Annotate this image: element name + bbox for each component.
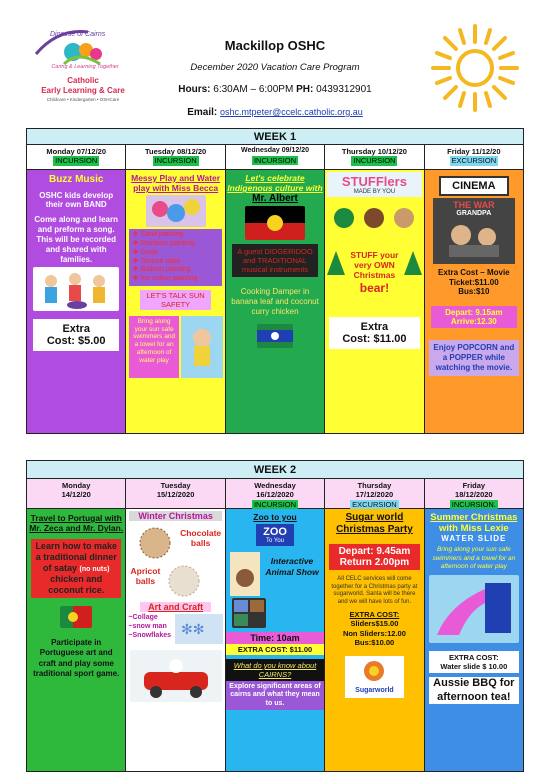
excursion-badge: EXCURSION [352, 499, 397, 509]
summer-xmas-title: Summer Christmas [430, 512, 518, 523]
mon-cost-label: Extra [62, 323, 90, 335]
messy-play-list [129, 229, 221, 286]
water-slide-image [429, 575, 519, 643]
zoo-title: Zoo to you [253, 512, 297, 522]
mon-band-text: OSHC kids develop their own BAND [39, 191, 114, 209]
bbq-note: Aussie BBQ for afternoon tea! [429, 677, 519, 705]
craft-list: ~Collage ~snow man ~Snowflakes [128, 614, 172, 639]
incursion-badge: INCURSION. [451, 499, 496, 509]
zoo-time: Time: 10am [226, 632, 324, 644]
w1-thu-cell [325, 170, 424, 433]
stuffers-logo: STUFFlers MADE BY YOU [327, 172, 421, 197]
sun-icon [420, 18, 530, 118]
celc-logo [28, 24, 138, 122]
movie-cost: Extra Cost – Movie Ticket:$11.00 [438, 268, 510, 287]
cinema-sign: CINEMA [439, 176, 509, 196]
portugal-title: Travel to Portugal with Mr. Zeca and Mr. Dylan. [29, 513, 124, 534]
week-2-header: WEEK 2 [27, 461, 523, 479]
apricot-balls-label: Apricot balls [130, 566, 161, 586]
depart-arrive: Depart: 9.15am Arrive:12.30 [431, 306, 517, 328]
slide-cost-box: EXTRA COST: Water slide $ 10.00 [429, 651, 519, 673]
santa-car-image [130, 650, 222, 702]
list-item: ❖ Balloon painting [132, 266, 191, 274]
portugal-flag [60, 606, 92, 628]
sugarworld-times: Depart: 9.45am Return 2.00pm [329, 544, 419, 570]
phone-label: PH: [296, 84, 314, 95]
list-item: ❖ Goop [132, 248, 158, 256]
fri-bring-note: Bring along your sun safe swimmers and a towel for an afternoon of water play [432, 546, 516, 570]
logo-name-2: Early Learning & Care [41, 86, 125, 95]
incursion-badge: INCURSION [55, 156, 98, 166]
mon-cost-box [33, 319, 119, 351]
band-kids-image [33, 267, 119, 311]
w2-day-wed: Wednesday 16/12/2020 INCURSION [226, 479, 325, 508]
incursion-badge: INCURSION [253, 499, 297, 509]
w2-day-mon: Monday 14/12/20 [27, 479, 126, 508]
program-subtitle: December 2020 Vacation Care Program [190, 62, 360, 73]
plush-toys-image [329, 200, 419, 236]
list-item: ❖ Ice colour painting [132, 275, 198, 283]
w2-day-fri: Friday 18/12/2020 INCURSION. [425, 479, 523, 508]
w2-day-thu: Thursday 17/12/2020 EXCURSION [325, 479, 424, 508]
xmas-tree-icon [404, 251, 422, 279]
movie-poster: THE WAR GRANDPA [433, 198, 515, 264]
portuguese-art-note: Participate in Portuguese art and craft and play some traditional sport game. [33, 637, 120, 679]
w2-tue-cell [126, 509, 225, 771]
sun-safety-note: LET'S TALK SUN SAFETY [140, 290, 210, 310]
satay-note: Learn how to make a traditional dinner of satay (no nuts) chicken and coconut rice. [31, 539, 121, 598]
incursion-badge: INCURSION [154, 156, 197, 166]
sugarworld-desc: All CELC services will come together for a Christmas party at sugarworld. Santa will be there and we will have lots of fun. [331, 576, 418, 605]
messy-play-title: Messy Play and Water play with Miss Becca [131, 173, 221, 194]
list-item: ❖ Rainbow painting [132, 240, 195, 248]
w1-day-mon: Monday 07/12/20 INCURSION [27, 145, 126, 169]
w1-wed-cell [226, 170, 325, 433]
movie-bus: Bus:$10 [458, 287, 490, 297]
mon-cost-value: Cost: $5.00 [46, 335, 106, 347]
w2-mon-cell [27, 509, 126, 771]
art-craft-title: Art and Craft [140, 602, 210, 612]
week-1-panel [26, 128, 524, 434]
cairns-explore: Explore significant areas of cairns and what they mean to us. [226, 681, 324, 710]
list-item: ❖ Texture table [132, 257, 181, 265]
logo-tagline: Caring & Learning Together [51, 64, 119, 70]
snowflake-craft-image [175, 614, 223, 644]
tue-bring-note: Bring along your sun safe swimmers and a towel for an afternoon of water play [129, 316, 178, 378]
w1-day-thu: Thursday 10/12/20 INCURSION [325, 145, 424, 169]
week-1-days [27, 145, 523, 170]
sugarworld-cost: EXTRA COST: Sliders$15.00 Non Sliders:12.00 Bus:$10.00 [342, 610, 406, 648]
excursion-badge: EXCURSION [451, 156, 497, 166]
stuff-bear-text: STUFF your very OWN Christmas [350, 250, 399, 281]
thu-cost-label: Extra [360, 320, 389, 333]
apricot-ball-image [164, 563, 204, 599]
svg-text:✻✻: ✻✻ [181, 621, 205, 637]
incursion-badge: INCURSION [353, 156, 396, 166]
choc-balls-label: Chocolate balls [180, 528, 222, 548]
damper-note: Cooking Damper in banana leaf and coconut curry chicken [231, 287, 319, 316]
thu-cost-box [329, 317, 419, 349]
zoo-cost: EXTRA COST: $11.00 [226, 644, 324, 655]
cairns-question: What do you know about CAIRNS? [226, 659, 324, 681]
mon-song-text: Come along and learn and preform a song. This will be recorded and shared with families. [34, 215, 118, 264]
list-item: ❖ Sand painting [132, 231, 184, 239]
didgeridoo-note: A guest DIDGERIDOO and TRADITIONAL musical instruments [232, 244, 318, 277]
interactive-show-text: Interactive Animal Show [265, 556, 319, 578]
w2-fri-cell [425, 509, 523, 771]
animals-collage-image [232, 598, 266, 628]
buzz-music-title: Buzz Music [48, 174, 104, 185]
winter-xmas-title: Winter Christmas [129, 511, 221, 521]
aussie-animals-book [230, 552, 260, 596]
page-title: Mackillop OSHC [224, 38, 326, 53]
incursion-badge: INCURSION [253, 155, 297, 165]
w1-mon-cell [27, 170, 126, 433]
w1-day-tue: Tuesday 08/12/20 INCURSION [126, 145, 225, 169]
sugarworld-title: Sugar world Christmas Party [336, 512, 413, 535]
xmas-tree-icon [327, 251, 345, 279]
w2-day-tue: Tuesday 15/12/2020 [126, 479, 225, 508]
aboriginal-flag [245, 206, 305, 240]
svg-text:Diocese of Cairns: Diocese of Cairns [50, 31, 106, 38]
popcorn-note: Enjoy POPCORN and a POPPER while watching the movie. [429, 340, 519, 376]
week-2-days [27, 479, 523, 509]
logo-name-1: Catholic [67, 76, 99, 85]
w1-day-wed: Wednesday 09/12/20 INCURSION [226, 145, 325, 169]
email-line [150, 107, 400, 118]
thu-cost-value: Cost: $11.00 [342, 332, 407, 345]
w2-thu-cell [325, 509, 424, 771]
email-label: Email: [187, 107, 218, 118]
bear-text: bear! [359, 280, 390, 295]
logo-sub: Childcare • Kindergarten • OSHCare [46, 97, 120, 102]
hours-value: 6:30AM – 6:00PM [213, 84, 294, 95]
choc-ball-image [134, 525, 176, 561]
mr-albert: Mr. Albert [252, 193, 298, 205]
sugarworld-logo: Sugarworld [345, 656, 403, 698]
water-play-image [181, 316, 223, 378]
paint-image [146, 195, 206, 227]
hours-label: Hours: [178, 84, 211, 95]
water-slide-title: WATER SLIDE [441, 534, 507, 544]
indigenous-title: Let's celebrate Indigenous culture with [227, 173, 323, 194]
week-1-header: WEEK 1 [27, 129, 523, 145]
miss-lexie: with Miss Lexie [438, 523, 509, 535]
w2-wed-cell [226, 509, 325, 771]
w1-tue-cell [126, 170, 225, 433]
hours-line [150, 84, 400, 95]
email-link[interactable]: oshc.mtpeter@ccelc.catholic.org.au [220, 107, 363, 117]
torres-strait-flag [257, 324, 293, 348]
week-2-panel [26, 460, 524, 772]
phone-value: 0439312901 [316, 84, 372, 95]
w1-fri-cell [425, 170, 523, 433]
w1-day-fri: Friday 11/12/20 EXCURSION [425, 145, 523, 169]
zoo-logo: ZOO To You [256, 524, 294, 546]
